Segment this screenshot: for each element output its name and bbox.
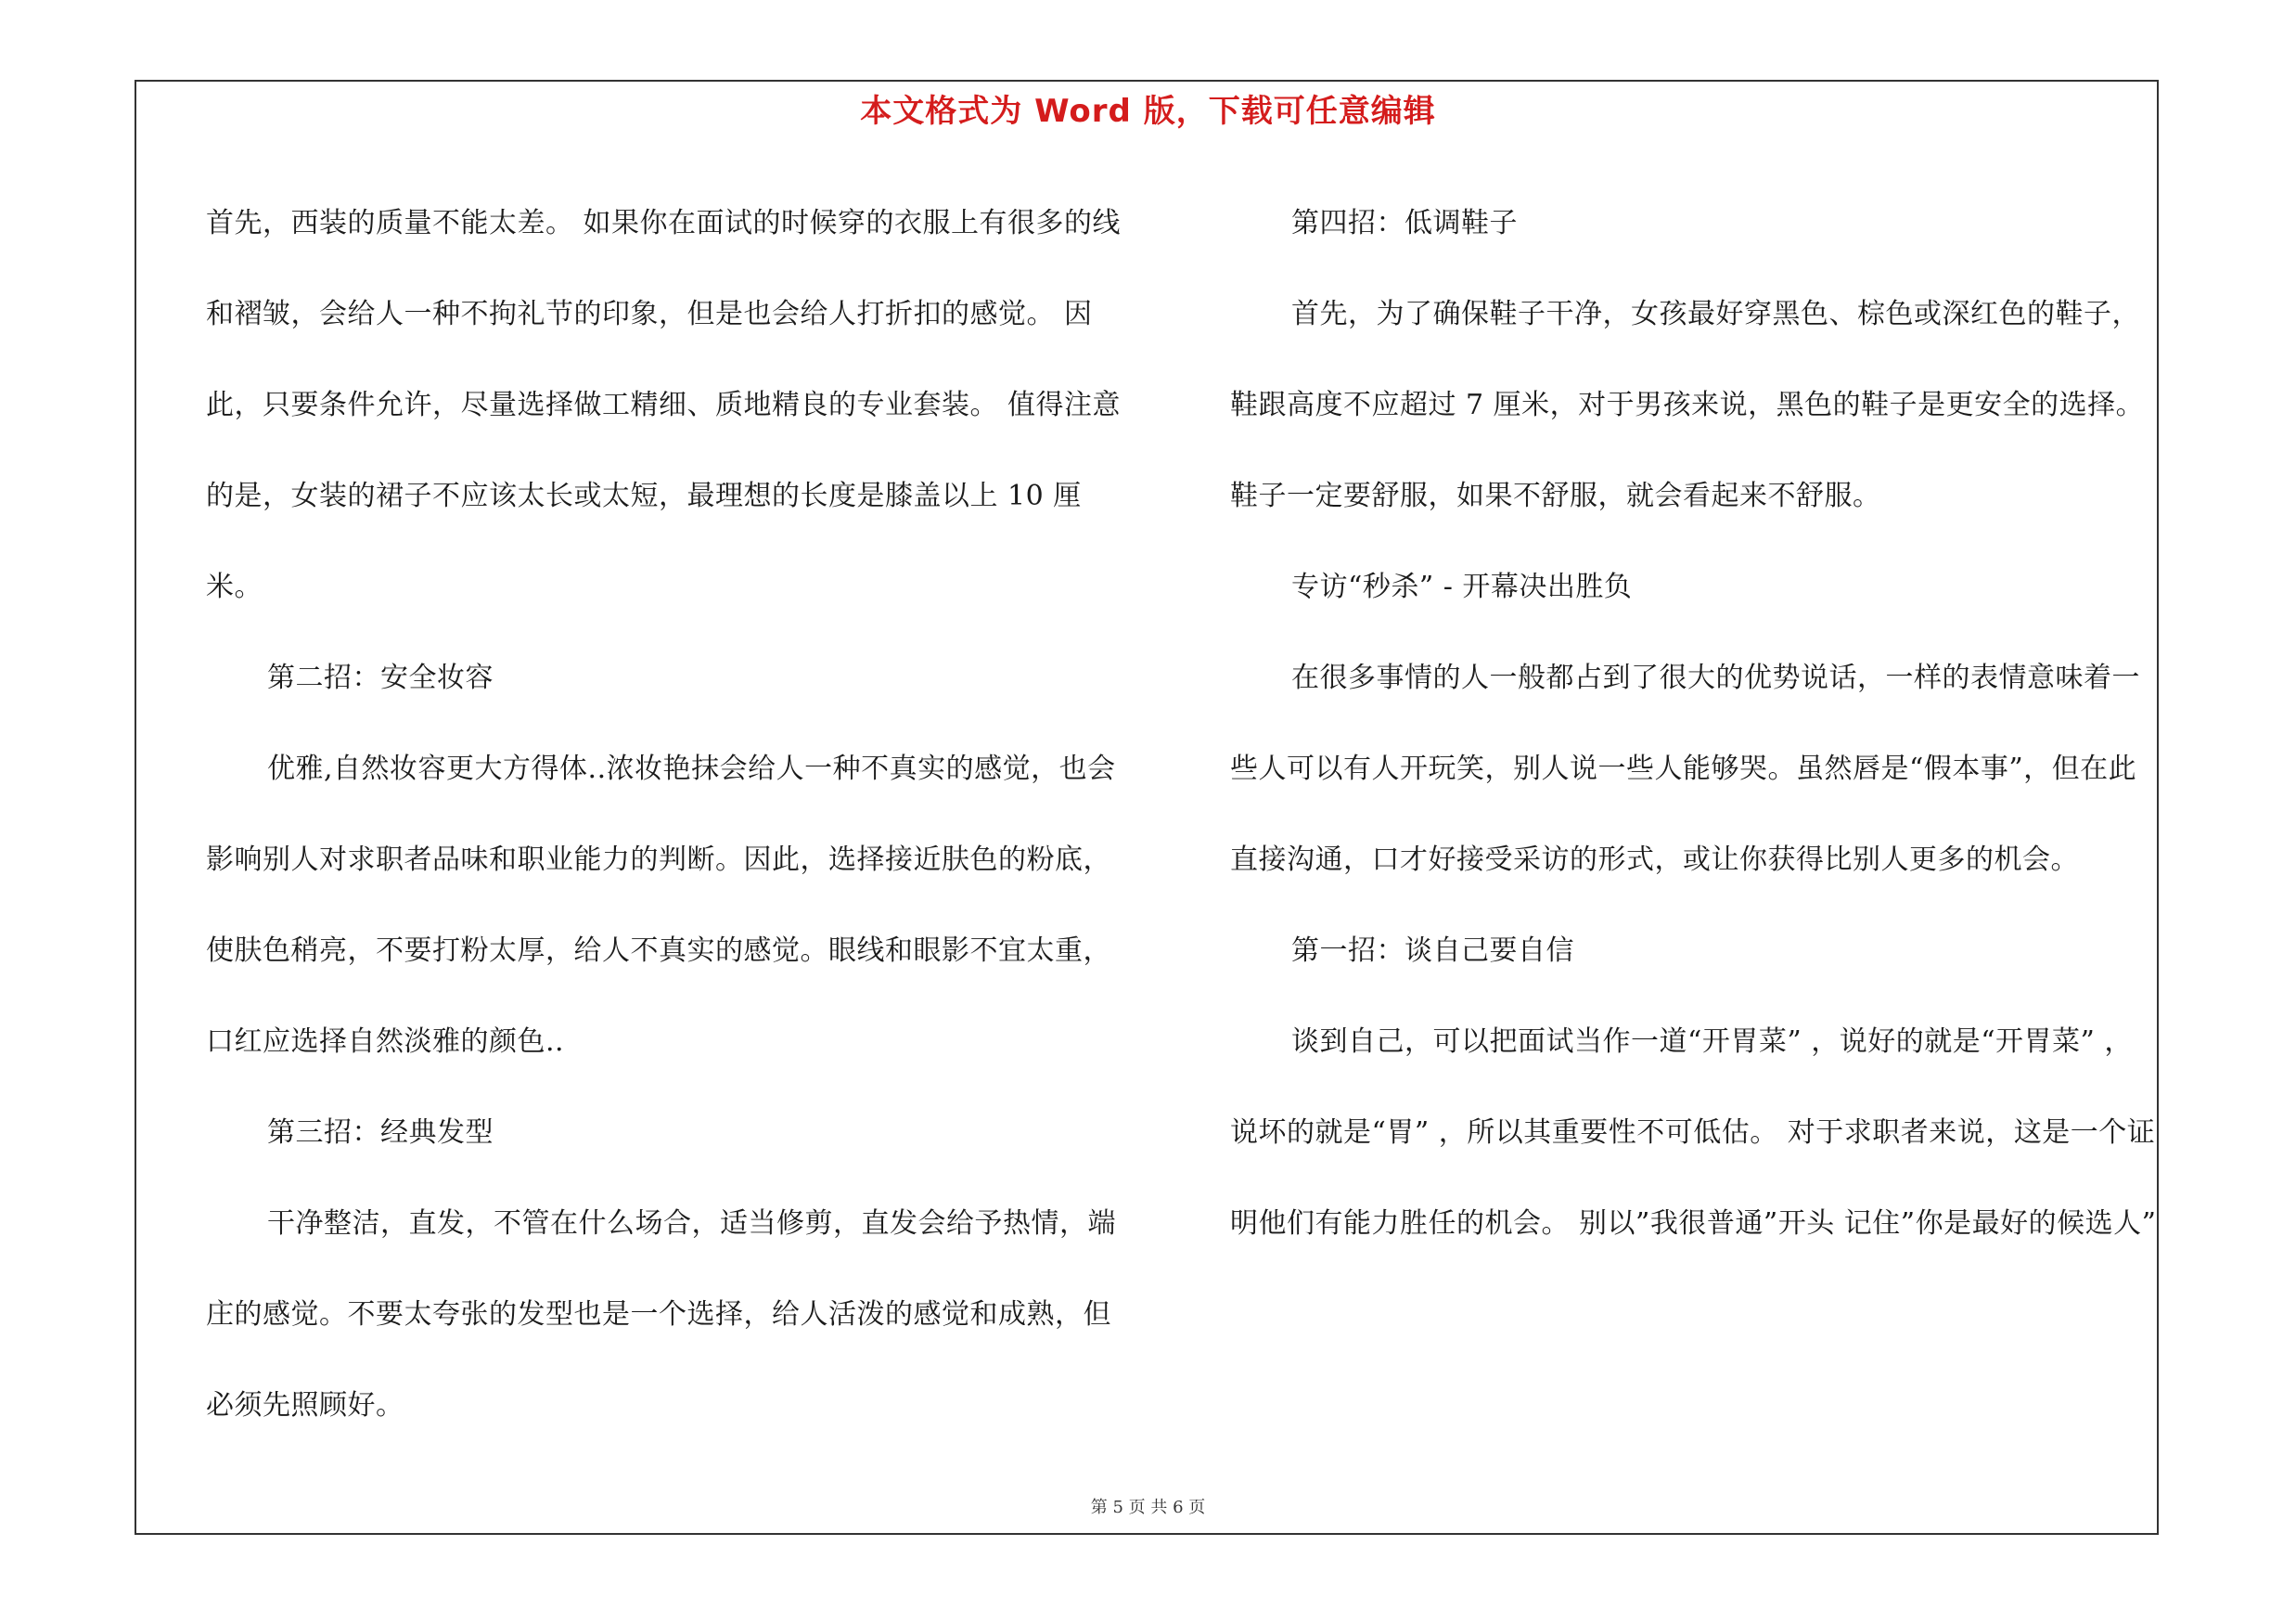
editable-word-notice: 本文格式为 Word 版，下载可任意编辑 — [860, 93, 1436, 130]
left-column — [206, 178, 1134, 1451]
section-heading: 第四招：低调鞋子 — [1291, 207, 1518, 239]
paragraph: 优雅,自然妆容更大方得体..浓妆艳抹会给人一种不真实的感觉，也会影响别人对求职者品味和职业能力的判断。因此，选择接近肤色的粉底，使肤色稍亮，不要打粉太厚，给人不真实的感觉。眼线和眼影不宜太重，口红应选择自然淡雅的颜色.. — [206, 753, 1116, 1058]
paragraph: 首先，为了确保鞋子干净，女孩最好穿黑色、棕色或深红色的鞋子，鞋跟高度不应超过 7 厘米，对于男孩来说，黑色的鞋子是更安全的选择。 鞋子一定要舒服，如果不舒服，就会看起来不舒服。 — [1230, 298, 2145, 512]
section-heading: 第一招：谈自己要自信 — [1291, 934, 1574, 967]
page-number: 第 5 页 共 6 页 — [1090, 1498, 1206, 1517]
paragraph: 首先，西装的质量不能太差。 如果你在面试的时候穿的衣服上有很多的线和褶皱，会给人一种不拘礼节的印象，但是也会给人打折扣的感觉。 因此，只要条件允许，尽量选择做工精细、质地精良的专业套装。 值得注意的是，女装的裙子不应该太长或太短，最理想的长度是膝盖以上 10 厘米。 — [206, 207, 1122, 603]
paragraph: 干净整洁，直发，不管在什么场合，适当修剪，直发会给予热情，端庄的感觉。不要太夸张的发型也是一个选择，给人活泼的感觉和成熟，但必须先照顾好。 — [206, 1207, 1116, 1422]
section-heading: 第三招：经典发型 — [267, 1116, 494, 1149]
paragraph: 在很多事情的人一般都占到了很大的优势说话，一样的表情意味着一些人可以有人开玩笑，别人说一些人能够哭。虽然唇是“假本事”，但在此直接沟通，口才好接受采访的形式，或让你获得比别人更多的机会。 — [1230, 662, 2140, 876]
section-heading: 第二招：安全妆容 — [267, 662, 494, 694]
section-heading: 专访“秒杀” - 开幕决出胜负 — [1291, 571, 1633, 603]
paragraph: 谈到自己，可以把面试当作一道“开胃菜” ，说好的就是“开胃菜” ，说坏的就是“胃” ，所以其重要性不可低估。 对于求职者来说，这是一个证明他们有能力胜任的机会。 别以”我很普通”开头 记住”你是最好的候选人” — [1230, 1025, 2157, 1240]
right-column — [1230, 178, 2158, 1269]
